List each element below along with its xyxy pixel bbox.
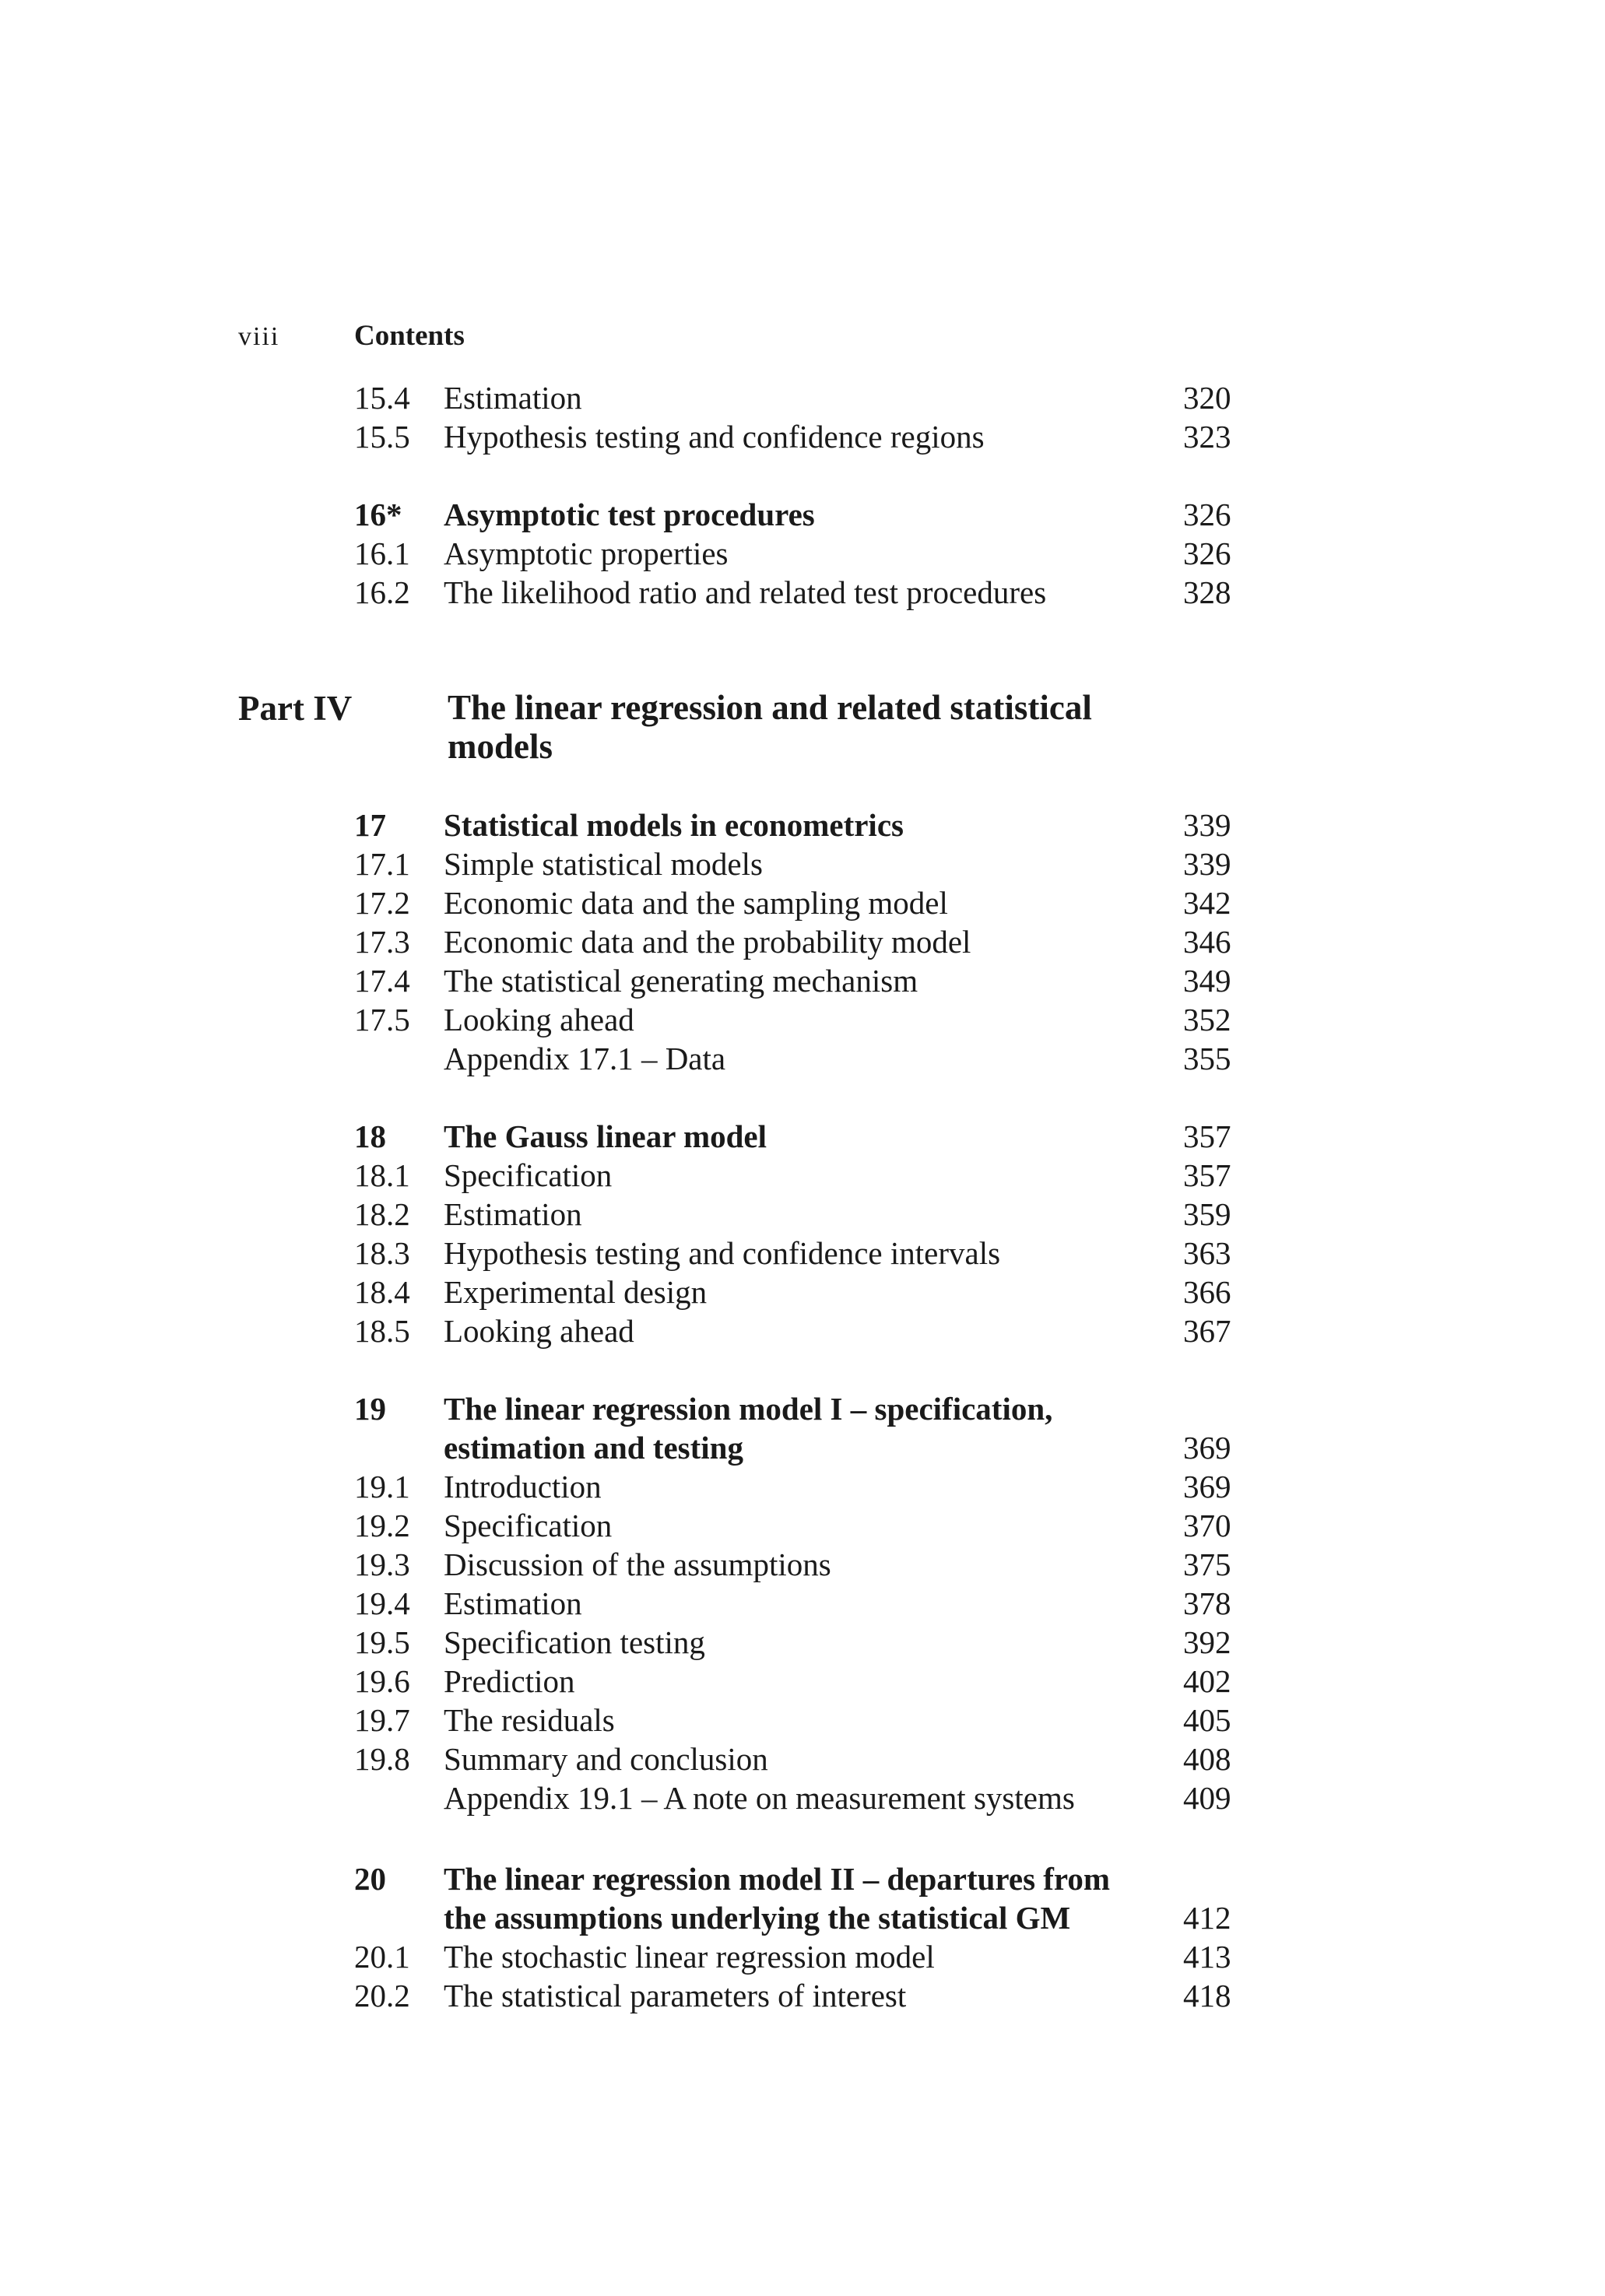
chapter-title-line-2: estimation and testing	[444, 1430, 743, 1466]
section-title: Specification	[444, 1157, 613, 1193]
toc-entry	[354, 1662, 1605, 1701]
toc-entry	[354, 1312, 1605, 1351]
section-title: The stochastic linear regression model	[444, 1939, 935, 1975]
section-number: 17.4	[354, 963, 410, 999]
toc-entry	[354, 1468, 1605, 1507]
toc-entry	[354, 1234, 1605, 1273]
page-ref: 323	[1183, 419, 1231, 455]
page-ref: 366	[1183, 1274, 1231, 1310]
section-number: 17.2	[354, 885, 410, 921]
page-ref: 339	[1183, 846, 1231, 882]
section-number: 18.2	[354, 1196, 410, 1232]
page-ref: 405	[1183, 1702, 1231, 1738]
section-title: Introduction	[444, 1469, 602, 1504]
section-number: 19.8	[354, 1741, 410, 1777]
toc-entry	[354, 1701, 1605, 1740]
chapter-number: 20	[354, 1861, 386, 1897]
toc-entry	[354, 1507, 1605, 1546]
chapter-title-line-1: The linear regression model I – specification,	[444, 1391, 1053, 1427]
section-number: 18.4	[354, 1274, 410, 1310]
section-title: Prediction	[444, 1663, 575, 1699]
section-title: Economic data and the probability model	[444, 924, 971, 960]
section-number: 17.3	[354, 924, 410, 960]
section-title: The Gauss linear model	[444, 1118, 767, 1154]
section-number: 19.1	[354, 1469, 410, 1504]
page-ref: 359	[1183, 1196, 1231, 1232]
section-title: Estimation	[444, 380, 582, 416]
page-ref: 370	[1183, 1508, 1231, 1543]
page-ref: 342	[1183, 885, 1231, 921]
page-ref: 357	[1183, 1118, 1231, 1154]
section-title: Experimental design	[444, 1274, 708, 1310]
section-title: Estimation	[444, 1585, 582, 1621]
toc-entry	[354, 1779, 1605, 1818]
page-ref: 357	[1183, 1157, 1231, 1193]
section-title: Appendix 17.1 – Data	[444, 1041, 726, 1076]
section-title: Asymptotic properties	[444, 535, 729, 571]
page-ref: 369	[1183, 1430, 1231, 1466]
chapter-heading	[354, 806, 1605, 845]
section-number: 19.2	[354, 1508, 410, 1543]
part-label: Part IV	[238, 689, 353, 728]
chapter-heading	[354, 1390, 1605, 1468]
section-title: Specification	[444, 1508, 613, 1543]
toc-entry	[354, 418, 1605, 457]
page-ref: 367	[1183, 1313, 1231, 1349]
section-title: The residuals	[444, 1702, 615, 1738]
page-ref: 328	[1183, 574, 1231, 610]
page-ref: 413	[1183, 1939, 1231, 1975]
section-number: 18.5	[354, 1313, 410, 1349]
section-title: Economic data and the sampling model	[444, 885, 948, 921]
toc-entry	[354, 1546, 1605, 1585]
page-ref: 375	[1183, 1546, 1231, 1582]
page-ref: 349	[1183, 963, 1231, 999]
toc-entry	[354, 379, 1605, 418]
chapter-number: 19	[354, 1391, 386, 1427]
page-ref: 409	[1183, 1780, 1231, 1816]
section-title: Estimation	[444, 1196, 582, 1232]
page-ref: 418	[1183, 1978, 1231, 2013]
section-number: 19.5	[354, 1624, 410, 1660]
section-number: 19.7	[354, 1702, 410, 1738]
section-number: 15.5	[354, 419, 410, 455]
section-number: 17.5	[354, 1002, 410, 1037]
chapter-heading	[354, 1118, 1605, 1157]
section-number: 20.2	[354, 1978, 410, 2013]
toc-entry	[354, 845, 1605, 884]
toc-entry	[354, 962, 1605, 1001]
toc-entry	[354, 1001, 1605, 1040]
page-ref: 355	[1183, 1041, 1231, 1076]
toc-entry	[354, 923, 1605, 962]
section-number: 19.6	[354, 1663, 410, 1699]
section-title: Looking ahead	[444, 1313, 634, 1349]
page-ref: 352	[1183, 1002, 1231, 1037]
toc-entry	[354, 1195, 1605, 1234]
section-number: 16*	[354, 497, 402, 532]
section-title: Appendix 19.1 – A note on measurement systems	[444, 1780, 1075, 1816]
toc-entry	[354, 884, 1605, 923]
part-title-line-2: models	[448, 727, 553, 766]
page-number: viii	[238, 322, 280, 351]
toc-entry	[354, 1585, 1605, 1624]
page-ref: 320	[1183, 380, 1231, 416]
section-number: 18	[354, 1118, 386, 1154]
chapter-heading	[354, 1860, 1605, 1938]
page-ref: 363	[1183, 1235, 1231, 1271]
section-title: Discussion of the assumptions	[444, 1546, 831, 1582]
toc-entry	[354, 535, 1605, 574]
toc-entry	[354, 1740, 1605, 1779]
section-title: Specification testing	[444, 1624, 705, 1660]
section-number: 19.3	[354, 1546, 410, 1582]
page-ref: 408	[1183, 1741, 1231, 1777]
section-number: 16.2	[354, 574, 410, 610]
part-title	[448, 688, 1148, 766]
section-title: Looking ahead	[444, 1002, 634, 1037]
toc-entry	[354, 1624, 1605, 1662]
page-ref: 412	[1183, 1900, 1231, 1936]
section-title: Asymptotic test procedures	[444, 497, 815, 532]
section-number: 18.3	[354, 1235, 410, 1271]
toc-entry	[354, 1938, 1605, 1977]
page-ref: 326	[1183, 535, 1231, 571]
section-title: Hypothesis testing and confidence intervals	[444, 1235, 1001, 1271]
running-head: Contents	[354, 320, 465, 352]
section-number: 17.1	[354, 846, 410, 882]
section-title: Simple statistical models	[444, 846, 763, 882]
section-title: Summary and conclusion	[444, 1741, 768, 1777]
page-ref: 378	[1183, 1585, 1231, 1621]
section-title: Hypothesis testing and confidence regions	[444, 419, 985, 455]
toc-entry	[354, 1273, 1605, 1312]
section-title: Statistical models in econometrics	[444, 807, 904, 843]
page-ref: 392	[1183, 1624, 1231, 1660]
section-number: 15.4	[354, 380, 410, 416]
page-ref: 369	[1183, 1469, 1231, 1504]
section-number: 18.1	[354, 1157, 410, 1193]
toc-entry	[354, 574, 1605, 613]
chapter-title-line-1: The linear regression model II – departures from	[444, 1861, 1111, 1897]
section-number: 19.4	[354, 1585, 410, 1621]
section-number: 20.1	[354, 1939, 410, 1975]
chapter-title-line-2: the assumptions underlying the statistical GM	[444, 1900, 1071, 1936]
section-title: The likelihood ratio and related test procedures	[444, 574, 1047, 610]
toc-entry	[354, 1157, 1605, 1195]
section-title: The statistical parameters of interest	[444, 1978, 907, 2013]
page-ref: 402	[1183, 1663, 1231, 1699]
page-ref: 326	[1183, 497, 1231, 532]
section-title: The statistical generating mechanism	[444, 963, 918, 999]
section-number: 17	[354, 807, 386, 843]
toc-entry	[354, 1977, 1605, 2016]
chapter-heading	[354, 496, 1605, 535]
section-number: 16.1	[354, 535, 410, 571]
page-ref: 339	[1183, 807, 1231, 843]
toc-entry	[354, 1040, 1605, 1079]
page-ref: 346	[1183, 924, 1231, 960]
part-title-line-1: The linear regression and related statistical	[448, 688, 1092, 727]
